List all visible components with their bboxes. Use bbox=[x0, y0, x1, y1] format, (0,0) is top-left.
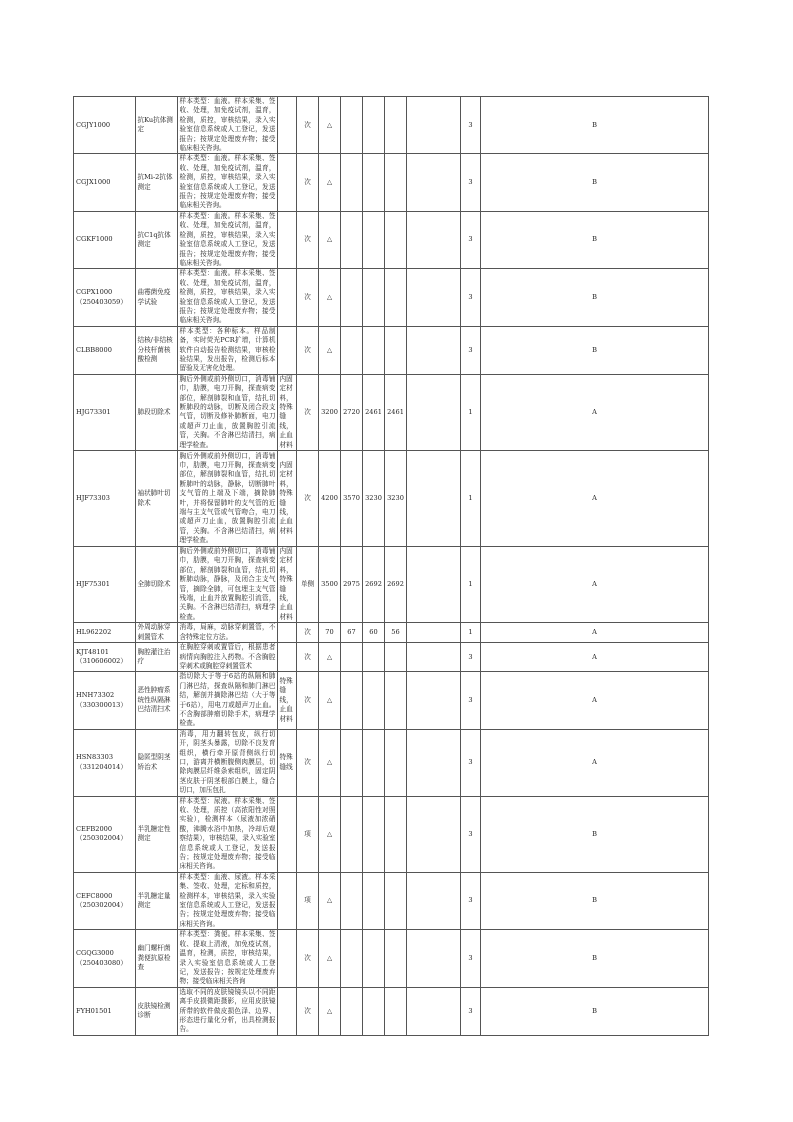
table-body bbox=[74, 97, 709, 1036]
price-level-1-cell: 3200 bbox=[319, 374, 341, 450]
price-level-4-cell: 56 bbox=[385, 623, 407, 643]
table-row bbox=[74, 97, 709, 154]
price-level-4-cell: 2692 bbox=[385, 547, 407, 623]
price-level-4-cell bbox=[385, 930, 407, 987]
category-cell: B bbox=[481, 211, 709, 268]
fee-schedule-table bbox=[73, 96, 709, 1036]
price-level-2-cell bbox=[341, 97, 363, 154]
item-name-cell: 幽门螺杆菌粪便抗原检查 bbox=[136, 930, 178, 987]
price-level-2-cell bbox=[341, 643, 363, 672]
table-row bbox=[74, 672, 709, 729]
price-level-3-cell bbox=[363, 930, 385, 987]
item-content-cell: 胸后外侧或前外侧切口，消毒铺巾，肋膜，电刀开胸，探查病变部位，解剖肺裂和血管，结扎切断肺动脉，静脉，及闭合主支气管，摘除全肺，可包埋主支气管残端，止血并放置胸腔引流管，关胸。不含淋巴结清扫，病理学检查。 bbox=[179, 547, 276, 621]
item-code-cell: HJF73303 bbox=[74, 451, 136, 547]
excluded-items-cell bbox=[278, 623, 297, 643]
excluded-items-cell: 特殊缝线，止血材料 bbox=[278, 672, 297, 729]
price-level-4-cell: 2461 bbox=[385, 374, 407, 450]
item-content-cell: 样本类型：血液。样本采集、签收、处理，加免疫试剂，温育，检测，质控，审核结果，录入实验室信息系统或人工登记，发送报告；按规定处理废弃物；接受临床相关咨询。 bbox=[179, 97, 276, 153]
level-cell: 3 bbox=[461, 154, 481, 211]
table-row bbox=[74, 623, 709, 643]
price-level-2-cell bbox=[341, 930, 363, 987]
price-level-1-cell: △ bbox=[319, 211, 341, 268]
item-content-cell: 在胸腔穿刺或置管后，根据患者病情向胸腔注入药物。不含胸腔穿刺术或胸腔穿刺置管术 bbox=[179, 643, 276, 670]
remark-cell bbox=[407, 547, 461, 623]
category-cell: A bbox=[481, 547, 709, 623]
table-row bbox=[74, 326, 709, 374]
price-level-3-cell bbox=[363, 154, 385, 211]
price-level-3-cell bbox=[363, 872, 385, 929]
item-name-cell: 半乳糖定性测定 bbox=[136, 796, 178, 872]
price-level-1-cell: △ bbox=[319, 643, 341, 672]
item-name-cell: 抗Ku抗体测定 bbox=[136, 97, 178, 154]
item-name-cell: 隐匿型阴茎矫治术 bbox=[136, 729, 178, 796]
price-level-3-cell bbox=[363, 211, 385, 268]
price-level-4-cell bbox=[385, 796, 407, 872]
item-name-cell: 胸腔灌注治疗 bbox=[136, 643, 178, 672]
pricing-unit-cell: 次 bbox=[297, 930, 319, 987]
table-row bbox=[74, 872, 709, 929]
excluded-items-cell bbox=[278, 97, 297, 154]
remark-cell bbox=[407, 451, 461, 547]
price-level-3-cell bbox=[363, 269, 385, 326]
price-level-1-cell: △ bbox=[319, 269, 341, 326]
price-level-3-cell bbox=[363, 729, 385, 796]
category-cell: A bbox=[481, 374, 709, 450]
price-level-1-cell: △ bbox=[319, 672, 341, 729]
price-level-4-cell bbox=[385, 211, 407, 268]
table-row bbox=[74, 930, 709, 987]
price-level-3-cell bbox=[363, 97, 385, 154]
category-cell: B bbox=[481, 326, 709, 374]
item-code-cell: CEFC8000 （250302004） bbox=[74, 872, 136, 929]
table-row bbox=[74, 211, 709, 268]
pricing-unit-cell: 次 bbox=[297, 269, 319, 326]
price-level-3-cell bbox=[363, 672, 385, 729]
item-name-cell: 曲霉菌免疫学试验 bbox=[136, 269, 178, 326]
price-level-1-cell: △ bbox=[319, 729, 341, 796]
remark-cell bbox=[407, 211, 461, 268]
item-content-cell: 消毒，局麻，动脉穿刺置管，不含特殊定位方法。 bbox=[179, 623, 276, 641]
category-cell: A bbox=[481, 623, 709, 643]
category-cell: B bbox=[481, 269, 709, 326]
item-name-cell: 外周动脉穿刺置管术 bbox=[136, 623, 178, 643]
category-cell: B bbox=[481, 930, 709, 987]
price-level-2-cell bbox=[341, 672, 363, 729]
pricing-unit-cell: 项 bbox=[297, 872, 319, 929]
remark-cell bbox=[407, 623, 461, 643]
pricing-unit-cell: 次 bbox=[297, 672, 319, 729]
level-cell: 1 bbox=[461, 547, 481, 623]
item-code-cell: HJG73301 bbox=[74, 374, 136, 450]
item-content-cell: 指切除大于等于6站的纵隔和肺门淋巴结，探查纵隔和肺门淋巴结，解剖并摘除淋巴结（大于等于6站），用电刀或超声刀止血。不含胸部肿瘤切除手术，病理学检查。 bbox=[179, 672, 276, 728]
item-content-cell: 样本类型：血液、尿液。样本采集、签收、处理，定标和质控，检测样本，审核结果，录入实验室信息系统或人工登记，发送报告；按规定处理废弃物；接受临床相关咨询。 bbox=[179, 872, 276, 928]
level-cell: 3 bbox=[461, 97, 481, 154]
price-level-4-cell: 3230 bbox=[385, 451, 407, 547]
price-level-1-cell: △ bbox=[319, 154, 341, 211]
item-name-cell: 结核/非结核分枝杆菌核酸检测 bbox=[136, 326, 178, 374]
pricing-unit-cell: 次 bbox=[297, 987, 319, 1035]
category-cell: A bbox=[481, 451, 709, 547]
pricing-unit-cell: 次 bbox=[297, 211, 319, 268]
remark-cell bbox=[407, 796, 461, 872]
remark-cell bbox=[407, 930, 461, 987]
excluded-items-cell: 内固定材料，特殊缝线，止血材料 bbox=[278, 451, 297, 547]
pricing-unit-cell: 次 bbox=[297, 97, 319, 154]
price-level-4-cell bbox=[385, 97, 407, 154]
price-level-2-cell: 3570 bbox=[341, 451, 363, 547]
excluded-items-cell: 特殊缝线 bbox=[278, 729, 297, 796]
item-code-cell: KJT48101 （310606002） bbox=[74, 643, 136, 672]
pricing-unit-cell: 次 bbox=[297, 451, 319, 547]
pricing-unit-cell: 次 bbox=[297, 643, 319, 672]
table-row bbox=[74, 987, 709, 1035]
item-content-cell: 胸后外侧或前外侧切口，消毒铺巾，肋膜，电刀开胸，探查病变部位，解剖肺裂和血管，结扎切断肺段的动脉，切断及闭合段支气管，切断及修补肺断面，电刀或超声刀止血，放置胸腔引流管，关胸。不含淋巴结清扫，病理学检查。 bbox=[179, 374, 276, 449]
level-cell: 1 bbox=[461, 374, 481, 450]
remark-cell bbox=[407, 729, 461, 796]
item-content-cell: 样本类型：血液。样本采集、签收、处理，加免疫试剂，温育，检测，质控，审核结果，录入实验室信息系统或人工登记，发送报告；按规定处理废弃物；接受临床相关咨询。 bbox=[179, 269, 276, 325]
item-content-cell: 胸后外侧或前外侧切口，消毒铺巾，肋膜，电刀开胸，探查病变部位，解剖肺裂和血管，结扎切断肺叶的动脉，静脉，切断肺叶支气管的上端及下端，摘除肺叶，并将保留肺叶的支气管的近端与主支气管或气管吻合，电刀或超声刀止血，放置胸腔引流管，关胸。不含淋巴结清扫，病理学检查。 bbox=[178, 451, 278, 547]
item-content-cell: 样本类型：血液。样本采集、签收、处理，加免疫试剂，温育，检测，质控，审核结果，录入实验室信息系统或人工登记，发送报告；按规定处理废弃物；接受临床相关咨询。 bbox=[179, 211, 276, 267]
price-level-4-cell bbox=[385, 269, 407, 326]
excluded-items-cell bbox=[278, 269, 297, 326]
item-code-cell: HJF75301 bbox=[74, 547, 136, 623]
item-content-cell: 消毒，用力翻转包皮，纵行切开，阴茎头暴露，切除不良发育组织，横行牵开原背侧纵行切口，游离并横断腹侧肉膜层，切除肉膜层纤维条索组织，固定阴茎皮肤于阴茎根部白膜上，缝合切口，加压包扎 bbox=[179, 729, 276, 795]
level-cell: 3 bbox=[461, 987, 481, 1035]
remark-cell bbox=[407, 97, 461, 154]
item-code-cell: CGJY1000 bbox=[74, 97, 136, 154]
excluded-items-cell: 内固定材料，特殊缝线，止血材料 bbox=[278, 547, 297, 623]
price-level-2-cell bbox=[341, 729, 363, 796]
excluded-items-cell bbox=[278, 211, 297, 268]
level-cell: 3 bbox=[461, 930, 481, 987]
price-level-1-cell: △ bbox=[319, 930, 341, 987]
price-level-2-cell bbox=[341, 154, 363, 211]
level-cell: 3 bbox=[461, 326, 481, 374]
item-name-cell: 抗Mi-2抗体测定 bbox=[136, 154, 178, 211]
price-level-1-cell: △ bbox=[319, 326, 341, 374]
item-content-cell: 样本类型：粪便。样本采集、签收、提取上清液，加免疫试剂，温育，检测，质控，审核结果，录入实验室信息系统或人工登记，发送报告；按规定处理废弃物；接受临床相关咨询 bbox=[179, 930, 276, 986]
level-cell: 3 bbox=[461, 872, 481, 929]
item-code-cell: CGKF1000 bbox=[74, 211, 136, 268]
category-cell: B bbox=[481, 872, 709, 929]
price-level-4-cell bbox=[385, 987, 407, 1035]
excluded-items-cell bbox=[278, 643, 297, 672]
item-code-cell: CGPX1000 （250403059） bbox=[74, 269, 136, 326]
level-cell: 3 bbox=[461, 672, 481, 729]
table-row bbox=[74, 374, 709, 450]
remark-cell bbox=[407, 374, 461, 450]
item-code-cell: FYH01501 bbox=[74, 987, 136, 1035]
price-level-3-cell bbox=[363, 326, 385, 374]
level-cell: 3 bbox=[461, 729, 481, 796]
pricing-unit-cell: 次 bbox=[297, 154, 319, 211]
category-cell: A bbox=[481, 643, 709, 672]
table-row bbox=[74, 154, 709, 211]
pricing-unit-cell: 次 bbox=[297, 623, 319, 643]
price-level-4-cell bbox=[385, 154, 407, 211]
excluded-items-cell bbox=[278, 154, 297, 211]
item-code-cell: CGJX1000 bbox=[74, 154, 136, 211]
category-cell: A bbox=[481, 672, 709, 729]
excluded-items-cell bbox=[278, 930, 297, 987]
category-cell: B bbox=[481, 154, 709, 211]
price-level-1-cell: 70 bbox=[319, 623, 341, 643]
item-code-cell: CGQG3000 （250403080） bbox=[74, 930, 136, 987]
table-row bbox=[74, 729, 709, 796]
price-level-2-cell: 67 bbox=[341, 623, 363, 643]
remark-cell bbox=[407, 269, 461, 326]
price-level-1-cell: 3500 bbox=[319, 547, 341, 623]
price-level-4-cell bbox=[385, 872, 407, 929]
price-level-1-cell: △ bbox=[319, 97, 341, 154]
item-code-cell: HNH73302 （330300013） bbox=[74, 672, 136, 729]
excluded-items-cell bbox=[278, 987, 297, 1035]
price-level-3-cell bbox=[363, 643, 385, 672]
item-name-cell: 全肺切除术 bbox=[136, 547, 178, 623]
item-code-cell: HL962202 bbox=[74, 623, 136, 643]
item-name-cell: 抗C1q抗体测定 bbox=[136, 211, 178, 268]
price-level-2-cell bbox=[341, 269, 363, 326]
remark-cell bbox=[407, 154, 461, 211]
price-level-4-cell bbox=[385, 643, 407, 672]
table-row bbox=[74, 547, 709, 623]
price-level-3-cell bbox=[363, 796, 385, 872]
price-level-4-cell bbox=[385, 326, 407, 374]
price-level-3-cell: 3230 bbox=[363, 451, 385, 547]
remark-cell bbox=[407, 643, 461, 672]
item-code-cell: CLBB8000 bbox=[74, 326, 136, 374]
price-level-4-cell bbox=[385, 672, 407, 729]
category-cell: A bbox=[481, 729, 709, 796]
item-name-cell: 袖状肺叶切除术 bbox=[136, 451, 178, 547]
item-code-cell: CEFB2000 （250302004） bbox=[74, 796, 136, 872]
pricing-unit-cell: 次 bbox=[297, 326, 319, 374]
price-level-2-cell bbox=[341, 987, 363, 1035]
price-level-1-cell: △ bbox=[319, 872, 341, 929]
price-level-2-cell bbox=[341, 211, 363, 268]
level-cell: 1 bbox=[461, 623, 481, 643]
price-level-3-cell: 2461 bbox=[363, 374, 385, 450]
item-content-cell: 样本类型：各种标本。样品制备，实时荧光PCR扩增，计算机软件自动报告检测结果，审核检验结果，发出报告，检测后标本留验及无害化处理。 bbox=[179, 326, 276, 373]
table-row bbox=[74, 643, 709, 672]
price-level-2-cell bbox=[341, 326, 363, 374]
excluded-items-cell: 内固定材料，特殊缝线，止血材料 bbox=[278, 374, 297, 450]
remark-cell bbox=[407, 872, 461, 929]
item-name-cell: 皮肤镜检测诊断 bbox=[136, 987, 178, 1035]
level-cell: 3 bbox=[461, 211, 481, 268]
level-cell: 1 bbox=[461, 451, 481, 547]
price-level-3-cell bbox=[363, 987, 385, 1035]
category-cell: B bbox=[481, 796, 709, 872]
price-level-2-cell: 2720 bbox=[341, 374, 363, 450]
item-name-cell: 恶性肿瘤系统性纵隔淋巴结清扫术 bbox=[136, 672, 178, 729]
table-row bbox=[74, 451, 709, 547]
price-level-3-cell: 2692 bbox=[363, 547, 385, 623]
excluded-items-cell bbox=[278, 796, 297, 872]
category-cell: B bbox=[481, 97, 709, 154]
excluded-items-cell bbox=[278, 872, 297, 929]
price-level-2-cell bbox=[341, 796, 363, 872]
price-level-2-cell: 2975 bbox=[341, 547, 363, 623]
item-content-cell: 选取不同的皮肤镜镜头以不同距离手皮损微距摄影，应用皮肤镜所带的软件做皮损色泽、边界、形态进行量化分析，出具检测报告。 bbox=[179, 987, 276, 1034]
item-code-cell: HSN83303 （331204014） bbox=[74, 729, 136, 796]
item-name-cell: 肺段切除术 bbox=[136, 374, 178, 450]
pricing-unit-cell: 次 bbox=[297, 729, 319, 796]
item-name-cell: 半乳糖定量测定 bbox=[136, 872, 178, 929]
price-level-1-cell: △ bbox=[319, 987, 341, 1035]
pricing-unit-cell: 单侧 bbox=[297, 547, 319, 623]
pricing-unit-cell: 次 bbox=[297, 374, 319, 450]
price-level-1-cell: △ bbox=[319, 796, 341, 872]
table-row bbox=[74, 269, 709, 326]
category-cell: B bbox=[481, 987, 709, 1035]
item-content-cell: 样本类型：尿液。样本采集、签收、处理，质控（高浓阳性对照实验），检测样本（尿液加浓硝酸，沸腾水浴中加热，冷却后观察结果），审核结果，录入实验室信息系统或人工登记，发送报告；按规定处理废弃物；接受临床相关咨询。 bbox=[179, 796, 276, 871]
price-level-2-cell bbox=[341, 872, 363, 929]
remark-cell bbox=[407, 326, 461, 374]
price-level-3-cell: 60 bbox=[363, 623, 385, 643]
excluded-items-cell bbox=[278, 326, 297, 374]
level-cell: 3 bbox=[461, 643, 481, 672]
pricing-unit-cell: 项 bbox=[297, 796, 319, 872]
price-level-1-cell: 4200 bbox=[319, 451, 341, 547]
price-level-4-cell bbox=[385, 729, 407, 796]
item-content-cell: 样本类型：血液。样本采集、签收、处理，加免疫试剂，温育，检测，质控，审核结果，录入实验室信息系统或人工登记，发送报告；按规定处理废弃物；接受临床相关咨询。 bbox=[179, 154, 276, 210]
remark-cell bbox=[407, 672, 461, 729]
level-cell: 3 bbox=[461, 269, 481, 326]
table-row bbox=[74, 796, 709, 872]
remark-cell bbox=[407, 987, 461, 1035]
level-cell: 3 bbox=[461, 796, 481, 872]
